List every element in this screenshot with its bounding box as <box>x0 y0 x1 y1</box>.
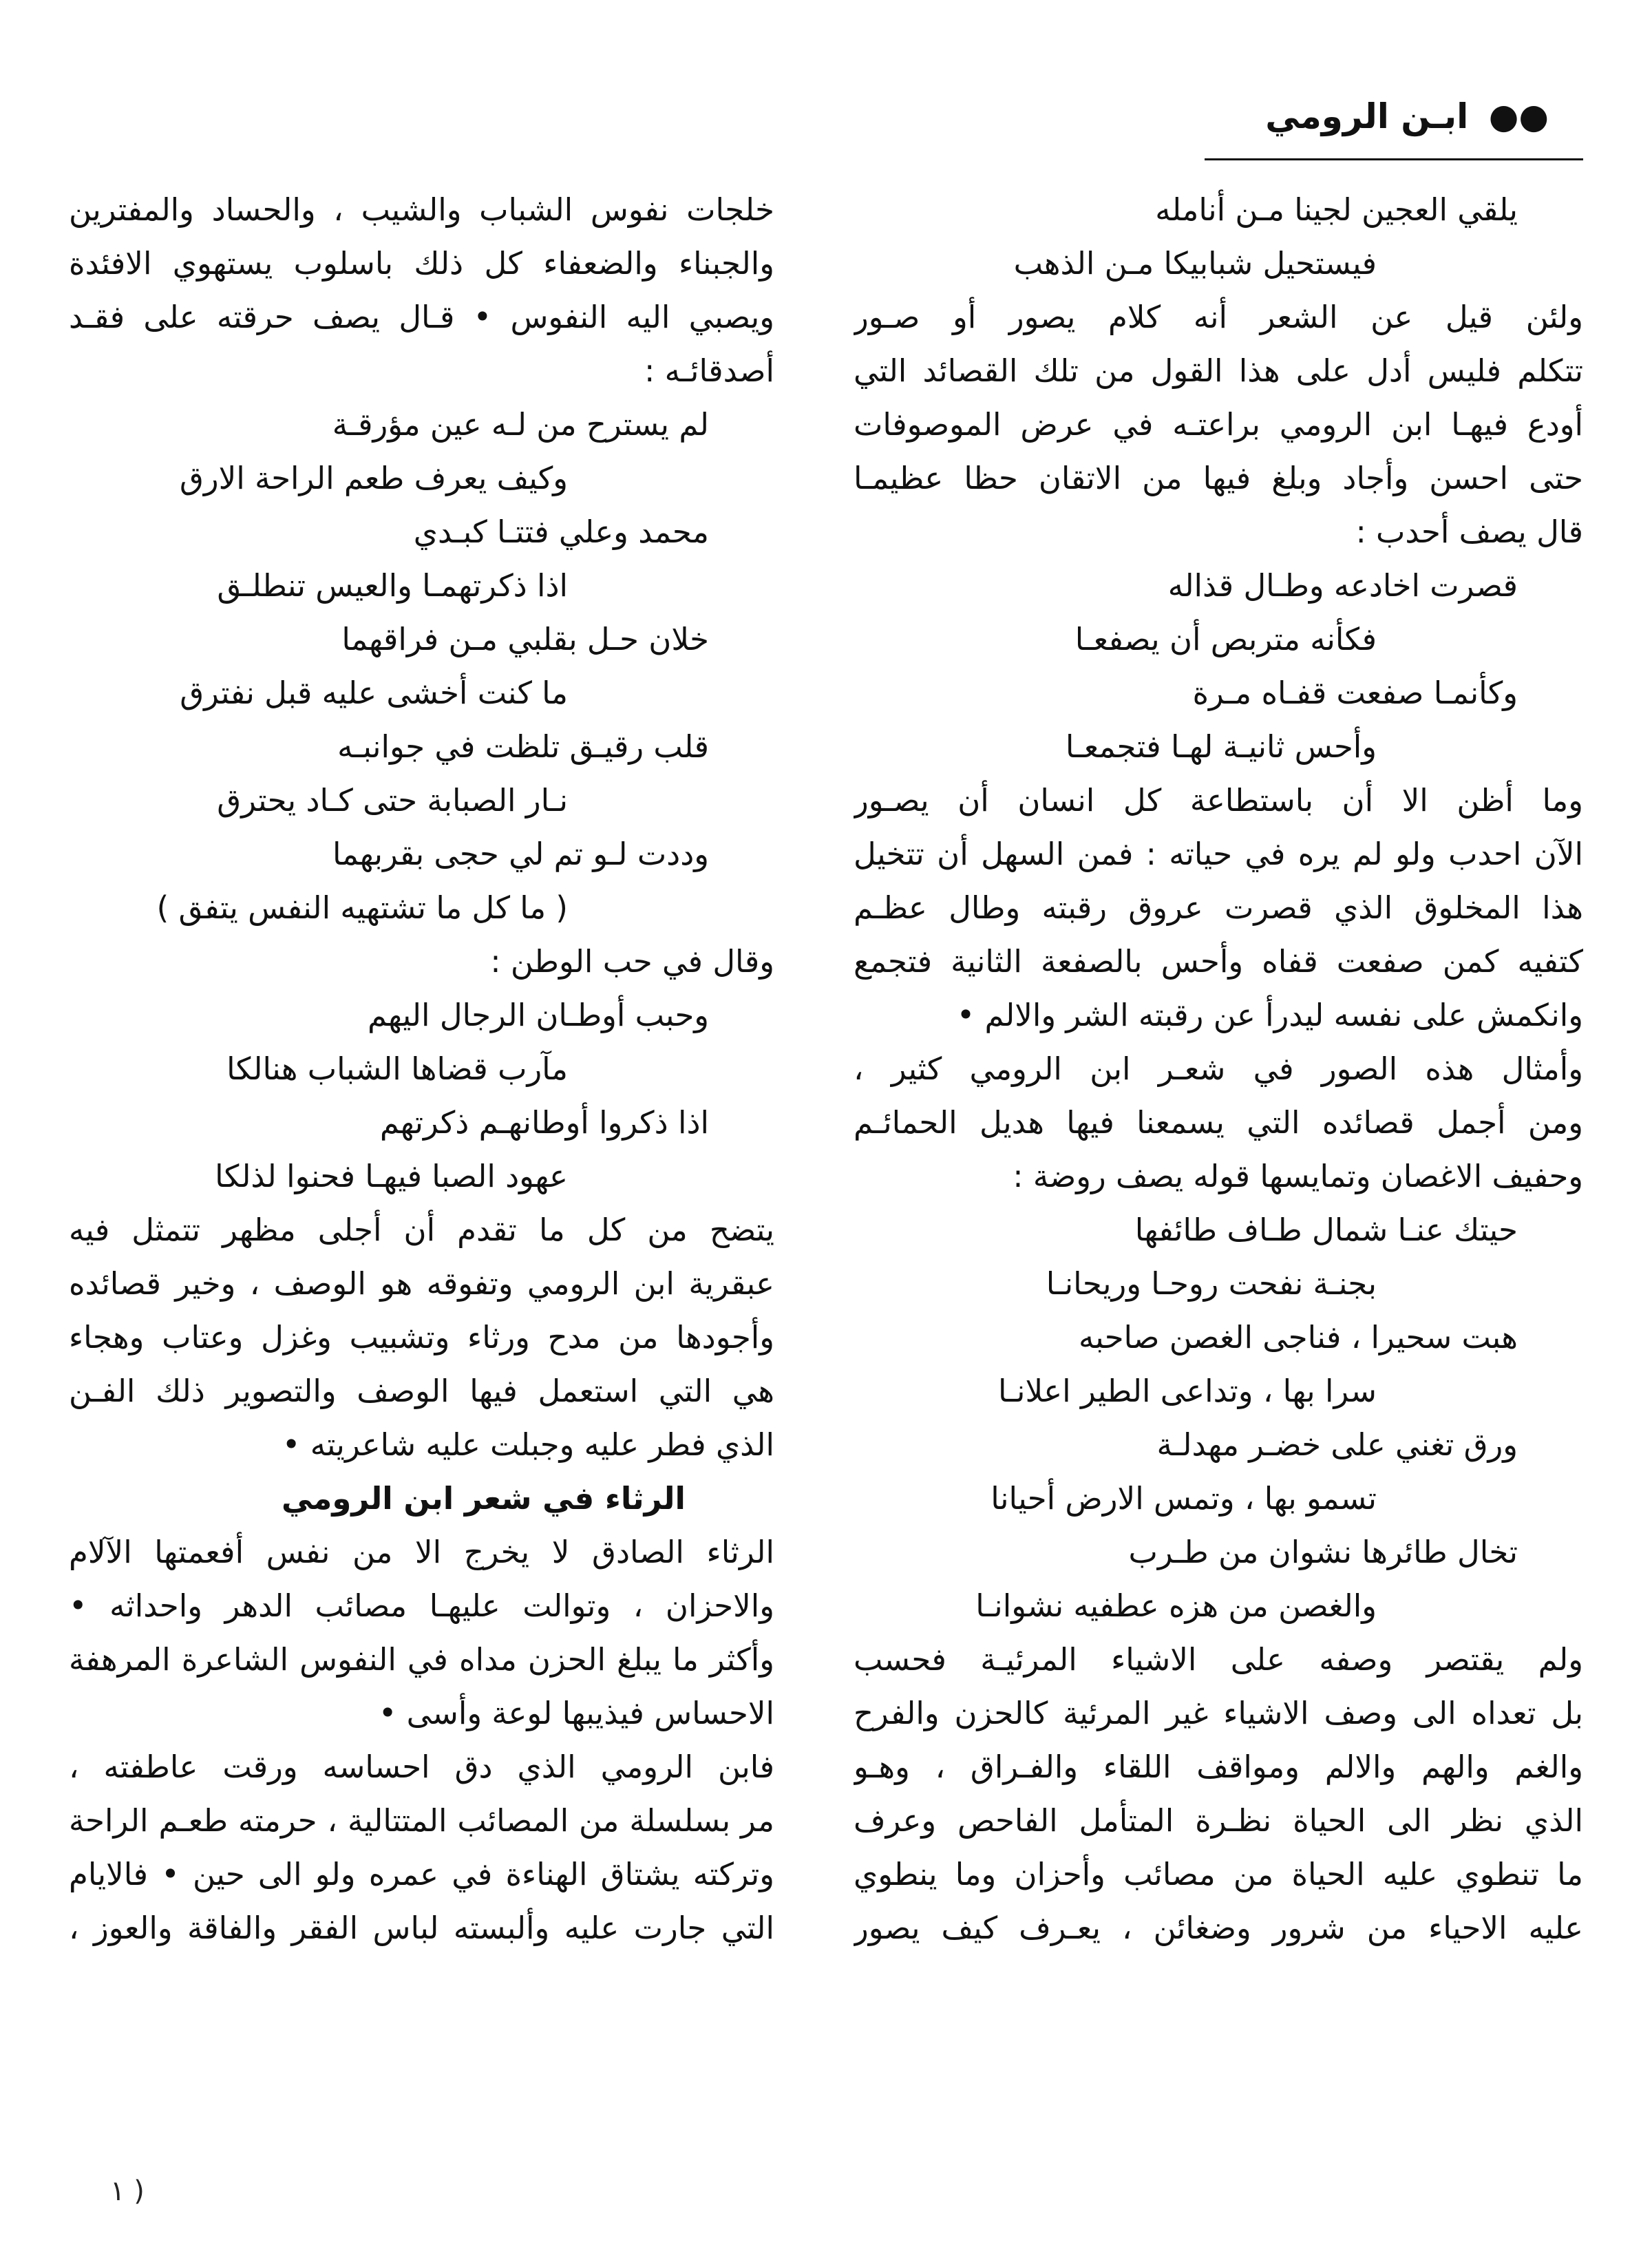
page-number: ( ١ <box>110 2175 145 2207</box>
prose-line: عبقرية ابن الرومي وتفوقه هو الوصف ، وخير قصائده <box>69 1265 774 1302</box>
prose-line: أودع فيهـا ابن الرومي براعتـه في عرض الموصوفات <box>854 406 1583 443</box>
prose-line: وأمثال هذه الصور في شعـر ابن الرومي كثير ، <box>854 1051 1583 1087</box>
verse-line: حيتك عنـا شمال طـاف طائفها <box>1134 1212 1518 1248</box>
prose-line: ما تنطوي عليه الحياة من مصائب وأحزان وما ينطوي <box>854 1856 1583 1892</box>
prose-line: حتى احسن وأجاد وبلغ فيها من الاتقان حظا عظيمـا <box>854 460 1583 496</box>
verse-line: وأحس ثانيـة لهـا فتجمعـا <box>1065 728 1377 765</box>
section-heading: الرثاء في شعر ابن الرومي <box>282 1480 686 1517</box>
right-text-column <box>854 183 1583 1955</box>
prose-line: عليه الاحياء من شرور وضغائن ، يعـرف كيف يصور <box>854 1910 1583 1946</box>
verse-line: محمد وعلي فتتـا كبـدي <box>413 514 709 550</box>
prose-line: ولئن قيل عن الشعر أنه كلام يصور أو صـور <box>854 299 1583 335</box>
prose-line: بل تعداه الى وصف الاشياء غير المرئية كالحزن والفرح <box>854 1695 1583 1731</box>
prose-line: الرثاء الصادق لا يخرج الا من نفس أفعمتها الآلام <box>69 1534 774 1570</box>
prose-line: ولم يقتصر وصفه على الاشياء المرئيـة فحسب <box>854 1641 1583 1678</box>
prose-line: التي جارت عليه وألبسته لباس الفقر والفاقة والعوز ، <box>69 1910 774 1946</box>
verse-line: ( ما كل ما تشتهيه النفس يتفق ) <box>156 889 568 926</box>
verse-line: هبت سحيرا ، فناجى الغصن صاحبه <box>1079 1319 1518 1355</box>
prose-line: فابن الرومي الذي دق احساسه ورقت عاطفته ، <box>69 1749 774 1785</box>
verse-line: تخال طائرها نشوان من طـرب <box>1128 1534 1518 1570</box>
prose-line: وأكثر ما يبلغ الحزن مداه في النفوس الشاعرة المرهفة <box>69 1641 774 1678</box>
verse-line: والغصن من هزه عطفيه نشوانـا <box>975 1587 1377 1624</box>
verse-line: مآرب قضاها الشباب هنالكا <box>226 1051 568 1087</box>
verse-line: نـار الصبابة حتى كـاد يحترق <box>217 782 568 819</box>
prose-line: كتفيه كمن صفعت قفاه وأحس بالصفعة الثانية فتجمع <box>854 943 1583 980</box>
prose-line: وقال في حب الوطن : <box>490 943 774 980</box>
prose-line: أصدقائـه : <box>644 352 774 389</box>
prose-line: تتكلم فليس أدل على هذا القول من تلك القصائد التي <box>854 352 1583 389</box>
prose-line: ويصبي اليه النفوس • قـال يصف حرقته على فقـد <box>69 299 774 335</box>
verse-line: وكأنمـا صفعت قفـاه مـرة <box>1192 675 1518 711</box>
verse-line: اذا ذكرتهمـا والعيس تنطلـق <box>217 567 568 604</box>
prose-line: والاحزان ، وتوالت عليهـا مصائب الدهر واحداثه • <box>69 1587 774 1624</box>
header-rule <box>1205 158 1583 160</box>
prose-line: خلجات نفوس الشباب والشيب ، والحساد والمفترين <box>69 191 774 228</box>
bullet-dots-icon: ●● <box>1488 96 1549 136</box>
prose-line: الآن احدب ولو لم يره في حياته : فمن السهل أن تتخيل <box>854 836 1583 872</box>
verse-line: ما كنت أخشى عليه قبل نفترق <box>180 675 568 711</box>
verse-line: وكيف يعرف طعم الراحة الارق <box>179 460 568 496</box>
verse-line: بجنـة نفحت روحـا وريحانـا <box>1046 1265 1377 1302</box>
verse-line: قصرت اخادعه وطـال قذاله <box>1167 567 1518 604</box>
prose-line: مر بسلسلة من المصائب المتتالية ، حرمته طعـم الراحة <box>69 1802 774 1839</box>
prose-line: وما أظن الا أن باستطاعة كل انسان أن يصـور <box>854 782 1583 819</box>
verse-line: سرا بها ، وتداعى الطير اعلانـا <box>998 1373 1377 1409</box>
verse-line: ورق تغني على خضـر مهدلـة <box>1156 1426 1518 1463</box>
running-header <box>1265 96 1549 136</box>
prose-line: ومن أجمل قصائده التي يسمعنا فيها هديل الحمائـم <box>854 1104 1583 1141</box>
prose-line: وحفيف الاغصان وتمايسها قوله يصف روضة : <box>1013 1158 1583 1194</box>
prose-line: هي التي استعمل فيها الوصف والتصوير ذلك الفـن <box>69 1373 774 1409</box>
left-text-column <box>69 183 774 1955</box>
header-title-text: ابـن الرومي <box>1265 96 1469 136</box>
verse-line: قلب رقيـق تلظت في جوانبـه <box>337 728 709 765</box>
verse-line: اذا ذكروا أوطانهـم ذكرتهم <box>379 1104 709 1141</box>
prose-line: وانكمش على نفسه ليدرأ عن رقبته الشر والالم • <box>956 997 1583 1033</box>
verse-line: عهود الصبا فيهـا فحنوا لذلكا <box>215 1158 568 1194</box>
prose-line: وأجودها من مدح ورثاء وتشبيب وغزل وعتاب وهجاء <box>69 1319 774 1355</box>
prose-line: هذا المخلوق الذي قصرت عروق رقبته وطال عظـم <box>854 889 1583 926</box>
verse-line: خلان حـل بقلبي مـن فراقهما <box>341 621 709 657</box>
verse-line: فيستحيل شبابيكا مـن الذهب <box>1013 245 1377 282</box>
verse-line: يلقي العجين لجينا مـن أنامله <box>1155 191 1518 228</box>
prose-line: يتضح من كل ما تقدم أن أجلى مظهر تتمثل فيه <box>69 1212 774 1248</box>
prose-line: الذي نظر الى الحياة نظـرة المتأمل الفاحص وعرف <box>854 1802 1583 1839</box>
verse-line: تسمو بها ، وتمس الارض أحيانا <box>991 1480 1377 1517</box>
prose-line: الذي فطر عليه وجبلت عليه شاعريته • <box>282 1426 774 1463</box>
prose-line: الاحساس فيذيبها لوعة وأسى • <box>378 1695 774 1731</box>
verse-line: لم يسترح من لـه عين مؤرقـة <box>332 406 709 443</box>
prose-line: والجبناء والضعفاء كل ذلك باسلوب يستهوي الافئدة <box>69 245 774 282</box>
prose-line: والغم والهم والالم ومواقف اللقاء والفـراق ، وهـو <box>854 1749 1583 1785</box>
verse-line: وددت لـو تم لي حجى بقربهما <box>332 836 709 872</box>
verse-line: وحبب أوطـان الرجال اليهم <box>368 997 709 1033</box>
prose-line: وتركته يشتاق الهناءة في عمره ولو الى حين • فالايام <box>69 1856 774 1892</box>
prose-line: قال يصف أحدب : <box>1355 514 1583 550</box>
verse-line: فكأنه متربص أن يصفعـا <box>1074 621 1377 657</box>
